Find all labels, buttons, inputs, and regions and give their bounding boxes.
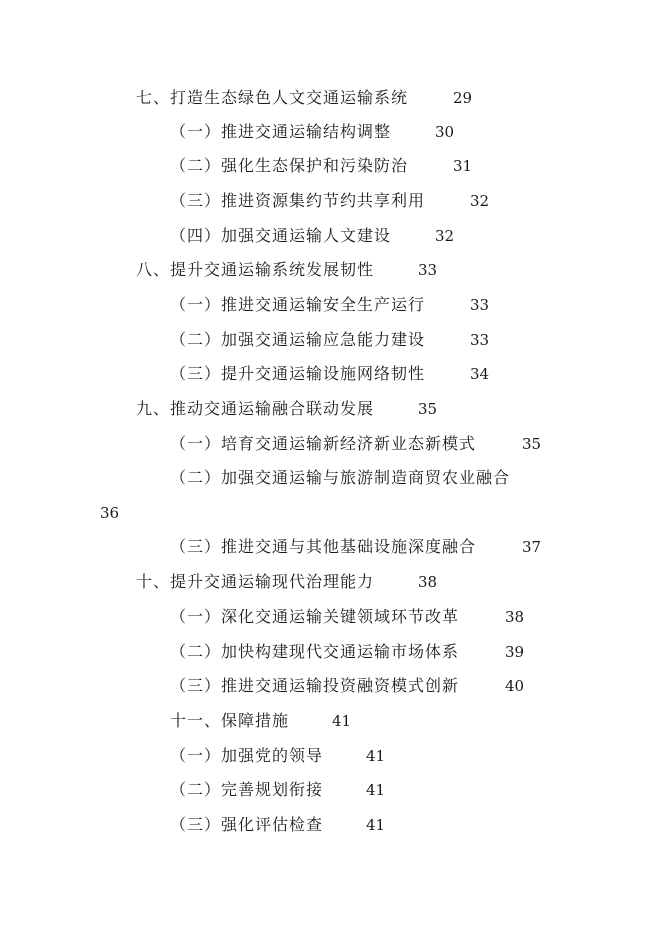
toc-entry-title: 七、打造生态绿色人文交通运输系统	[136, 88, 409, 107]
toc-entry-title: （三）推进资源集约节约共享利用	[170, 191, 426, 210]
toc-entry-page: 32	[470, 192, 490, 210]
toc-entry-page: 29	[453, 89, 473, 107]
toc-entry-title: （二）加强交通运输与旅游制造商贸农业融合	[170, 468, 511, 487]
toc-entry-title: （二）加强交通运输应急能力建设	[170, 330, 426, 349]
toc-entry-page: 37	[522, 538, 542, 556]
toc-entry-page: 39	[505, 643, 525, 661]
toc-entry-title: 十、提升交通运输现代治理能力	[136, 572, 375, 591]
toc-entry-page: 41	[366, 781, 386, 799]
toc-entry-title: （二）完善规划衔接	[170, 780, 324, 799]
toc-entry-title: （三）推进交通运输投资融资模式创新	[170, 676, 460, 695]
toc-entry-title: （三）推进交通与其他基础设施深度融合	[170, 537, 477, 556]
toc-entry-page: 38	[505, 608, 525, 626]
toc-entry-page: 34	[470, 365, 490, 383]
toc-entry-page: 41	[332, 712, 352, 730]
toc-entry-page: 35	[418, 400, 438, 418]
toc-entry-page: 35	[522, 435, 542, 453]
toc-entry-page: 33	[418, 261, 438, 279]
toc-entry-page: 31	[453, 157, 473, 175]
toc-entry-title: （三）强化评估检查	[170, 815, 324, 834]
toc-entry-page: 32	[435, 227, 455, 245]
toc-entry-page: 41	[366, 747, 386, 765]
toc-entry-title: 十一、保障措施	[170, 711, 290, 730]
toc-entry-title: （二）加快构建现代交通运输市场体系	[170, 642, 460, 661]
toc-entry-title: （三）提升交通运输设施网络韧性	[170, 364, 426, 383]
toc-entry-page: 41	[366, 816, 386, 834]
toc-entry-title: 九、推动交通运输融合联动发展	[136, 399, 375, 418]
toc-entry-page: 38	[418, 573, 438, 591]
toc-entry-page: 40	[505, 677, 525, 695]
toc-entry-title: （二）强化生态保护和污染防治	[170, 156, 409, 175]
toc-entry-title: 八、提升交通运输系统发展韧性	[136, 260, 375, 279]
toc-entry-page: 33	[470, 331, 490, 349]
toc-entry-title: （一）深化交通运输关键领域环节改革	[170, 607, 460, 626]
toc-entry-page: 30	[435, 123, 455, 141]
toc-entry-title: （一）推进交通运输结构调整	[170, 122, 392, 141]
toc-entry-title: （四）加强交通运输人文建设	[170, 226, 392, 245]
toc-entry-title: （一）加强党的领导	[170, 746, 324, 765]
toc-entry-page: 36	[100, 504, 120, 522]
toc-entry-page: 33	[470, 296, 490, 314]
toc-entry-title: （一）培育交通运输新经济新业态新模式	[170, 434, 477, 453]
toc-entry-title: （一）推进交通运输安全生产运行	[170, 295, 426, 314]
